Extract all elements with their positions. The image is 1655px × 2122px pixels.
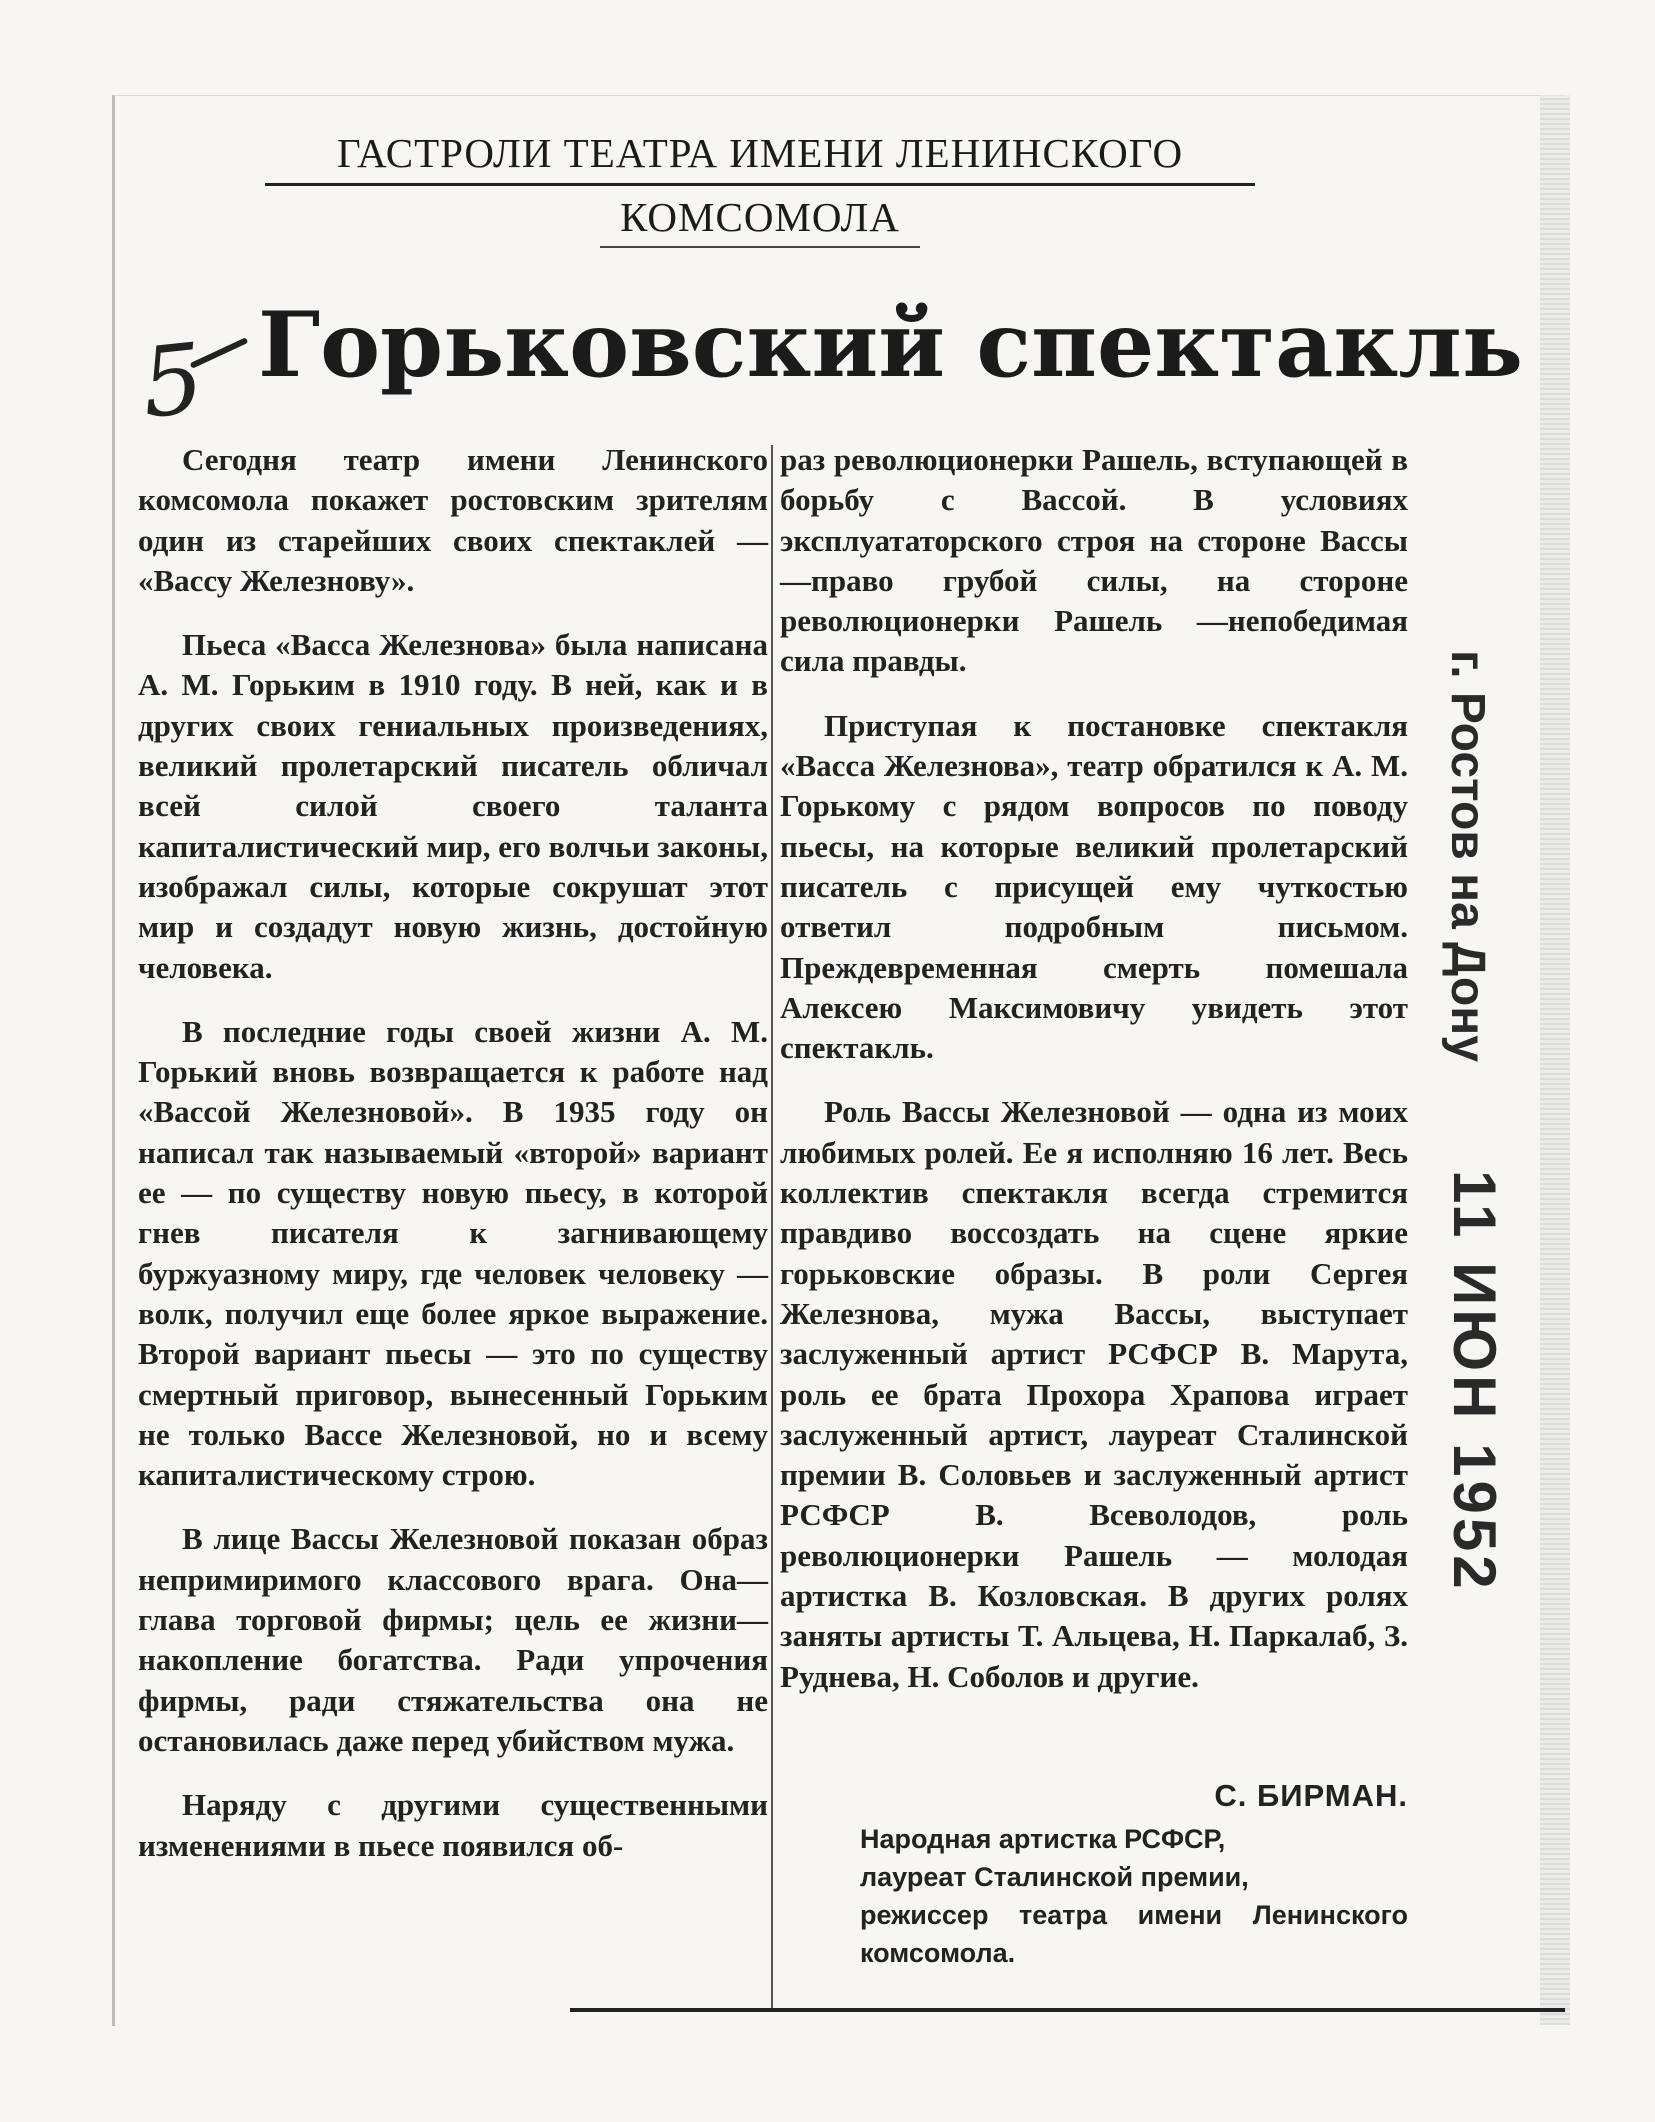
author-title-line: режиссер театра имени Ленинского комсомола. [860, 1900, 1408, 1968]
handwritten-number: 5 [136, 322, 209, 440]
paragraph: Пьеса «Васса Железнова» была написана А. М. Горьким в 1910 году. В ней, как и в других своих гениальных произведениях, великий пролетарский писатель обличал всей силой своего таланта капиталистический мир, его волчьи законы, изображал силы, которые сокрушат этот мир и создадут новую жизнь, достойную человека. [138, 627, 768, 985]
paragraph: раз революционерки Рашель, вступающей в борьбу с Вассой. В условиях эксплуататорского строя на стороне Вассы—право грубой силы, на стороне революционерки Рашель —непобедимая сила правды. [780, 442, 1408, 679]
rubric-line-2: КОМСОМОЛА [620, 194, 900, 241]
paragraph: Сегодня театр имени Ленинского комсомола покажет ростовским зрителям один из старейших своих спектаклей — «Вассу Железнову». [138, 442, 768, 598]
right-column [780, 440, 1408, 1721]
paragraph: В лице Вассы Железновой показан образ непримиримого классового врага. Она—глава торговой фирмы; цель ее жизни—накопление богатства. Ради упрочения фирмы, ради стяжательства она не остановилась даже перед убийством мужа. [138, 1521, 768, 1758]
author-signature [860, 1778, 1408, 1972]
left-column [138, 440, 768, 1890]
author-title-line: Народная артистка РСФСР, [860, 1824, 1226, 1854]
stamp-city: г. Ростов на Дону [1441, 650, 1494, 1062]
bottom-rule [570, 2008, 1565, 2012]
paragraph: В последние годы своей жизни А. М. Горький вновь возвращается к работе над «Вассой Железновой». В 1935 году он написал так называемый «второй» вариант ее — по существу новую пьесу, в которой гнев писателя к загнивающему буржуазному миру, где человек человеку — волк, получил еще более яркое выражение. Второй вариант пьесы — это по существу смертный приговор, вынесенный Горьким не только Вассе Железновой, но и всему капиталистическому строю. [138, 1013, 768, 1493]
rubric-rule [265, 183, 1255, 186]
author-name: С. БИРМАН. [1214, 1778, 1408, 1813]
paragraph: Приступая к постановке спектакля «Васса Железнова», театр обратился к А. М. Горькому с рядом вопросов по поводу пьесы, на которые великий пролетарский писатель с присущей ему чуткостью ответил подробным письмом. Преждевременная смерть помешала Алексею Максимовичу увидеть этот спектакль. [780, 707, 1408, 1066]
rubric-line-1: ГАСТРОЛИ ТЕАТРА ИМЕНИ ЛЕНИНСКОГО [336, 130, 1184, 176]
rubric-underline [600, 246, 920, 248]
scan-shadow [1540, 95, 1570, 2025]
rubric-header [250, 128, 1270, 248]
author-title-line: лауреат Сталинской премии, [860, 1862, 1249, 1892]
column-divider [771, 445, 773, 2010]
paragraph: Наряду с другими существенными изменениями в пьесе появился об- [138, 1787, 768, 1863]
stamp-date: 11 ИЮН 1952 [1441, 1170, 1508, 1593]
paragraph: Роль Вассы Железновой — одна из моих любимых ролей. Ее я исполняю 16 лет. Весь коллектив спектакля всегда стремится правдиво воссоздать на сцене яркие горьковские образы. В роли Сергея Железнова, мужа Вассы, выступает заслуженный артист РСФСР В. Марута, роль ее брата Прохора Храпова играет заслуженный артист, лауреат Сталинской премии В. Соловьев и заслуженный артист РСФСР В. Всеволодов, роль революционерки Рашель — молодая артистка В. Козловская. В других ролях заняты артисты Т. Альцева, Н. Паркалаб, З. Руднева, Н. Соболов и другие. [780, 1094, 1408, 1694]
article-title: Горьковский спектакль [258, 292, 1523, 398]
archive-stamp [1440, 650, 1530, 1700]
